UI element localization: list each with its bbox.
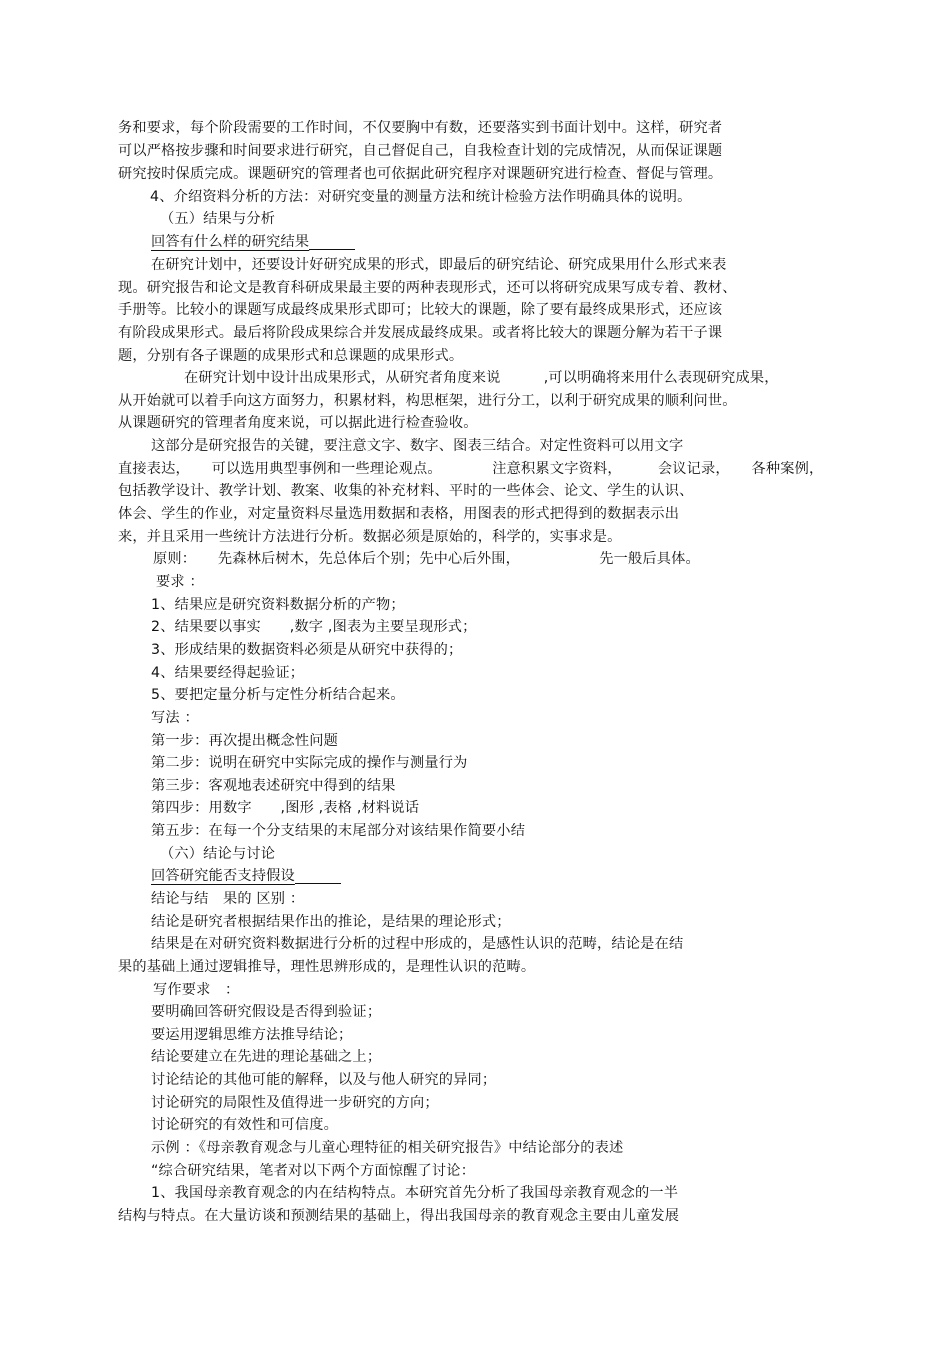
section-heading: （六）结论与讨论 <box>160 846 276 862</box>
list-item: 要明确回答研究假设是否得到验证； <box>151 1004 382 1020</box>
text-line: 题，分别有各子课题的成果形式和总课题的成果形式。 <box>118 348 464 364</box>
text-line: 可以严格按步骤和时间要求进行研究，自己督促自己，自我检查计划的完成情况，从而保证课题 <box>118 143 723 159</box>
text-line: 4、介绍资料分析的方法：对研究变量的测量方法和统计检验方法作明确具体的说明。 <box>150 189 692 205</box>
text-line: 示例 ：《母亲教育观念与儿童心理特征的相关研究报告》中结论部分的表述 <box>151 1140 624 1156</box>
text-line: 来，并且采用一些统计方法进行分析。数据必须是原始的，科学的，实事求是。 <box>118 529 622 545</box>
list-item: 3、形成结果的数据资料必须是从研究中获得的； <box>151 642 463 658</box>
list-item: 第一步：再次提出概念性问题 <box>151 733 339 749</box>
text-line: 直接表达， 可以选用典型事例和一些理论观点。 注意积累文字资料， 会议记录， 各种案例， <box>118 461 824 477</box>
list-item: 结论要建立在先进的理论基础之上； <box>151 1049 382 1065</box>
list-item: 讨论研究的局限性及值得进一步研究的方向； <box>151 1095 439 1111</box>
text-line: 要求 ： <box>156 574 204 590</box>
text-line: 从课题研究的管理者角度来说，可以据此进行检查验收。 <box>118 415 478 431</box>
text-line: 果的基础上通过逻辑推导，理性思辨形成的，是理性认识的范畴。 <box>118 959 536 975</box>
list-item: 讨论研究的有效性和可信度。 <box>151 1117 339 1133</box>
list-item: 4、结果要经得起验证； <box>151 665 305 681</box>
text-line: 从开始就可以着手向这方面努力，积累材料，构思框架，进行分工，以利于研究成果的顺利问世。 <box>118 393 737 409</box>
text-line: 手册等。比较小的课题写成最终成果形式即可；比较大的课题，除了要有最终成果形式，还应该 <box>118 302 723 318</box>
text-line: 写作要求 ： <box>153 982 240 998</box>
text-line: 结构与特点。在大量访谈和预测结果的基础上，得出我国母亲的教育观念主要由儿童发展 <box>118 1208 680 1224</box>
list-item: 第四步：用数字 ,图形 ,表格 ,材料说话 <box>151 800 420 816</box>
list-item: 第三步：客观地表述研究中得到的结果 <box>151 778 396 794</box>
text-line: 在研究计划中设计出成果形式，从研究者角度来说 ,可以明确将来用什么表现研究成果， <box>184 370 779 386</box>
list-item: 2、结果要以事实 ,数字 ,图表为主要呈现形式； <box>151 619 477 635</box>
list-item: 5、要把定量分析与定性分析结合起来。 <box>151 687 405 703</box>
text-line: 有阶段成果形式。最后将阶段成果综合并发展成最终成果。或者将比较大的课题分解为若干子课 <box>118 325 723 341</box>
text-line: 在研究计划中，还要设计好研究成果的形式，即最后的研究结论、研究成果用什么形式来表 <box>151 257 727 273</box>
text-line: 务和要求，每个阶段需要的工作时间，不仅要胸中有数，还要落实到书面计划中。这样，研究者 <box>118 120 723 136</box>
underlined-subheading: 回答有什么样的研究结果 <box>151 232 355 252</box>
section-heading: （五）结果与分析 <box>160 211 276 227</box>
text-line: 体会、学生的作业，对定量资料尽量选用数据和表格，用图表的形式把得到的数据表示出 <box>118 506 680 522</box>
text-line: 原则： 先森林后树木，先总体后个别；先中心后外围， 先一般后具体。 <box>153 551 700 567</box>
text-line: 包括教学设计、教学计划、教案、收集的补充材料、平时的一些体会、论文、学生的认识、 <box>118 483 694 499</box>
text-line: 1、我国母亲教育观念的内在结构特点。本研究首先分析了我国母亲教育观念的一半 <box>151 1185 679 1201</box>
text-line: 现。研究报告和论文是教育科研成果最主要的两种表现形式，还可以将研究成果写成专着、教材、 <box>118 280 737 296</box>
text-line: 结果是在对研究资料数据进行分析的过程中形成的，是感性认识的范畴，结论是在结 <box>151 936 684 952</box>
text-line: 写法 ： <box>151 710 199 726</box>
text-line: 这部分是研究报告的关键，要注意文字、数字、图表三结合。对定性资料可以用文字 <box>151 438 684 454</box>
text-line: 结论是研究者根据结果作出的推论，是结果的理论形式； <box>151 914 511 930</box>
list-item: 第二步：说明在研究中实际完成的操作与测量行为 <box>151 755 468 771</box>
list-item: 要运用逻辑思维方法推导结论； <box>151 1027 353 1043</box>
list-item: 讨论结论的其他可能的解释，以及与他人研究的异同； <box>151 1072 497 1088</box>
list-item: 第五步：在每一个分支结果的末尾部分对该结果作简要小结 <box>151 823 526 839</box>
text-line: 研究按时保质完成。课题研究的管理者也可依据此研究程序对课题研究进行检查、督促与管理。 <box>118 166 723 182</box>
text-line: 结论与结 果的 区别 ： <box>151 891 305 907</box>
text-line: “综合研究结果，笔者对以下两个方面惊醒了讨论： <box>151 1163 476 1179</box>
list-item: 1、结果应是研究资料数据分析的产物； <box>151 597 405 613</box>
underlined-subheading: 回答研究能否支持假设 <box>151 866 341 886</box>
